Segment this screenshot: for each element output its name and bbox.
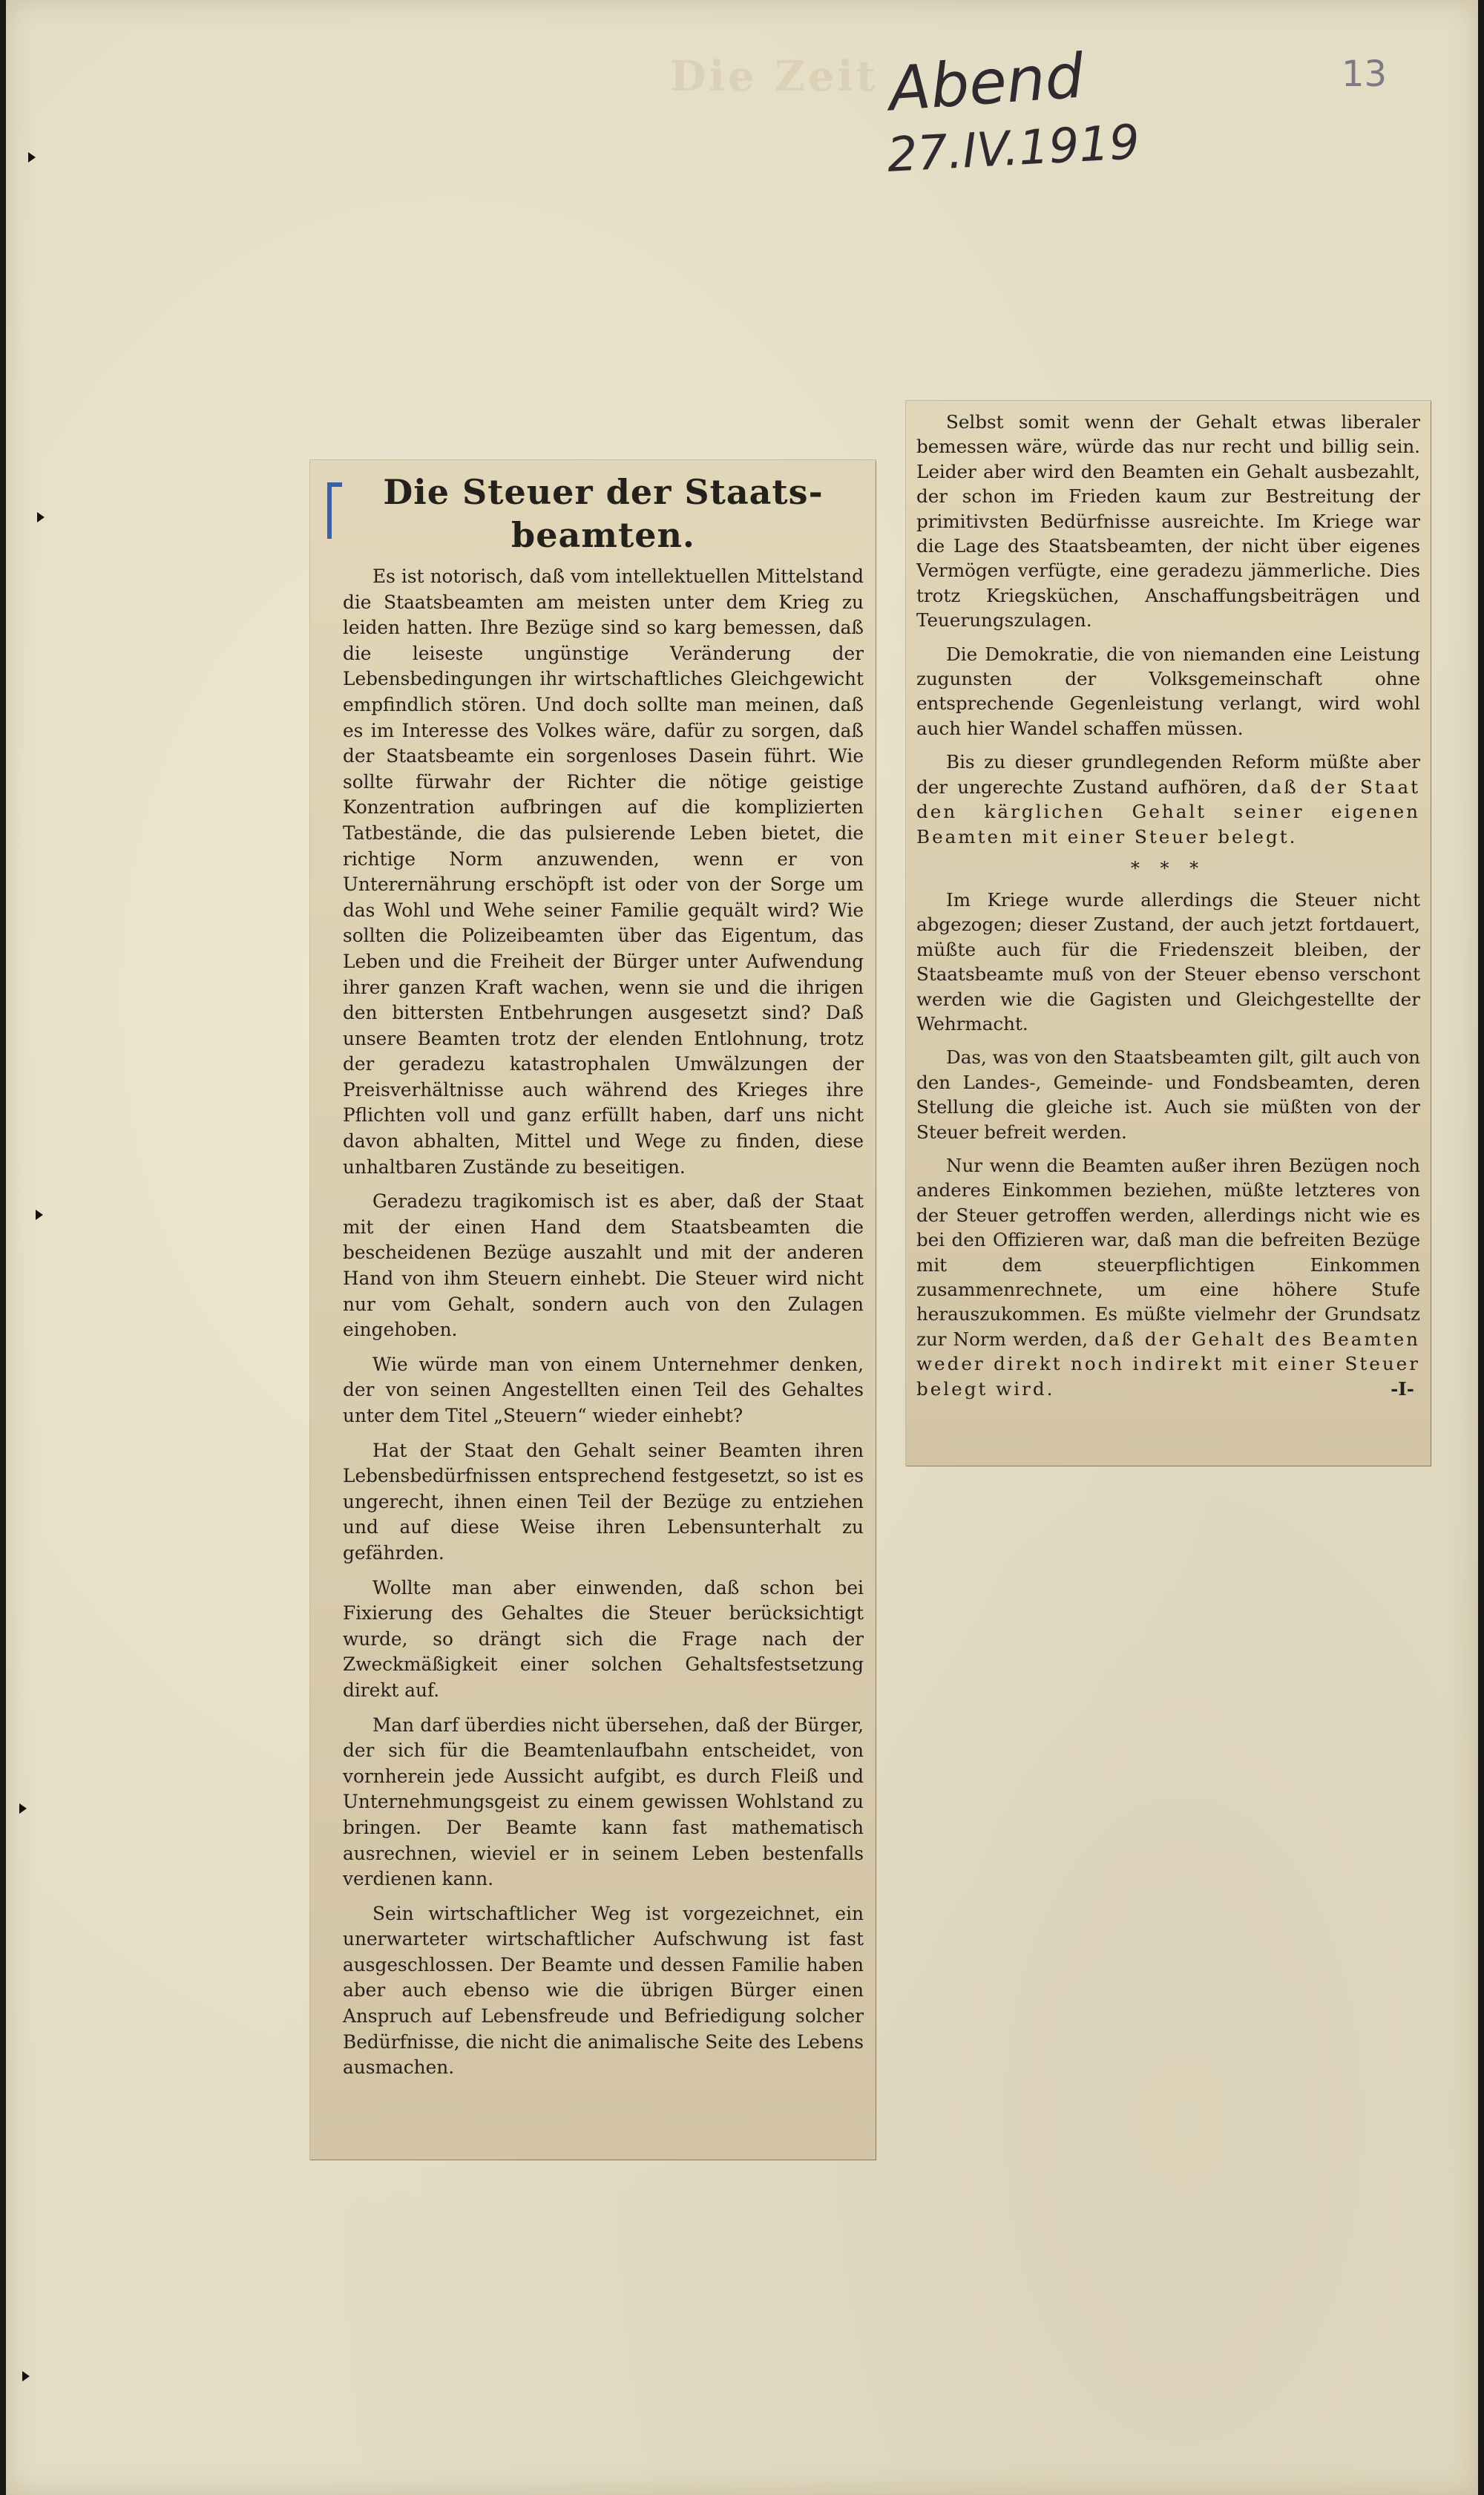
newspaper-clipping-right — [906, 401, 1431, 1466]
punch-hole — [37, 512, 45, 522]
article-paragraph: Sein wirtschaftlicher Weg ist vorgezeichnet, ein unerwarteter wirtschaftlicher Aufschwung ist fast ausgeschlossen. Der Beamte und dessen Familie haben aber auch ebenso wie die übrigen Bürger einen Anspruch auf Lebensfreude und Befriedigung solcher Bedürfnisse, die nicht die animalische Seite des Lebens ausmachen. — [343, 1902, 864, 2079]
article-paragraph: Die Demokratie, die von niemanden eine Leistung zugunsten der Volksgemeinschaft ohne entsprechende Gegenleistung verlangt, wird wohl auch hier Wandel schaffen müssen. — [916, 643, 1420, 739]
final-emphasis-text: daß der Gehalt des Beamten weder direkt noch indirekt mit einer Steuer belegt wird. — [916, 1328, 1420, 1400]
final-lead-text: Nur wenn die Beamten außer ihren Bezügen noch anderes Einkommen beziehen, müßte letzteres von der Steuer getroffen werden, allerdings nicht wie es bei den Offizieren war, daß man die befreiten Bezüge mit dem steuerpflichtigen Einkommen zusammenrechnete, um eine höhere Stufe herauszukommen. Es müßte vielmehr der Grundsatz zur Norm werden, — [916, 1154, 1420, 1350]
article-headline: Die Steuer der Staats-beamten. — [383, 472, 824, 555]
newspaper-clipping-left — [310, 460, 876, 2160]
article-paragraph: Geradezu tragikomisch ist es aber, daß der Staat mit der einen Hand dem Staatsbeamten die bescheidenen Bezüge auszahlt und mit der anderen Hand von ihm Steuern einhebt. Die Steuer wird nicht nur vom Gehalt, sondern auch von den Zulagen eingehoben. — [343, 1190, 864, 1341]
article-paragraph: Man darf überdies nicht übersehen, daß der Bürger, der sich für die Beamtenlaufbahn entscheidet, von vornherein jede Aussicht aufgibt, es durch Fleiß und Unternehmungsgeist zu einem gewissen Wohlstand zu bringen. Der Beamte kann fast mathematisch ausrechnen, wieviel er in seinem Leben bestenfalls verdienen kann. — [343, 1714, 864, 1890]
article-paragraph: Es ist notorisch, daß vom intellektuellen Mittelstand die Staatsbeamten am meisten unter dem Krieg zu leiden hatten. Ihre Bezüge sind so karg bemessen, daß die leiseste ungünstige Veränderung der Lebensbedingungen ihr wirtschaftliches Gleichgewicht empfindlich stören. Und doch sollte man meinen, daß es im Interesse des Volkes wäre, dafür zu sorgen, daß der Staatsbeamte ein sorgenloses Dasein führt. Wie sollte fürwahr der Richter die nötige geistige Konzentration aufbringen auf die komplizierten Tatbestände, die das pulsierende Leben bietet, die richtige Norm anzuwenden, wenn er von Unterernährung erschöpft ist oder von der Sorge um das Wohl und Wehe seiner Familie gequält wird? Wie sollten die Polizeibeamten über das Eigentum, das Leben und die Freiheit der Bürger unter Aufwendung ihrer ganzen Kraft wachen, wenn sie und die ihrigen den bittersten Entbehrungen ausgesetzt sind? Daß unsere Beamten trotz der elenden Entlohnung, trotz der geradezu katastrophalen Umwälzungen der Preisverhältnisse auch während des Krieges ihre Pflichten voll und ganz erfüllt haben, darf uns nicht davon abhalten, Mittel und Wege zu finden, diese unhaltbaren Zustände zu beseitigen. — [343, 565, 864, 1178]
article-paragraph: Im Kriege wurde allerdings die Steuer nicht abgezogen; dieser Zustand, der auch jetzt fortdauert, müßte auch für die Friedenszeit bleiben, der Staatsbeamte muß von der Steuer ebenso verschont werden wie die Gagisten und Gleichgestellte der Wehrmacht. — [916, 888, 1420, 1035]
article-paragraph: Das, was von den Staatsbeamten gilt, gilt auch von den Landes-, Gemeinde- und Fondsbeamten, deren Stellung die gleiche ist. Auch sie müßten von der Steuer befreit werden. — [916, 1046, 1420, 1143]
punch-hole — [36, 1210, 43, 1220]
handwritten-edition: Abend — [886, 41, 1086, 125]
masthead-ghost: Die Zeit — [670, 52, 879, 101]
author-signature: -I- — [1391, 1377, 1414, 1400]
punch-hole — [28, 152, 36, 163]
blue-pencil-bracket-mark — [327, 482, 342, 539]
article-paragraph: Selbst somit wenn der Gehalt etwas liberaler bemessen wäre, würde das nur recht und billig sein. Leider aber wird den Beamten ein Gehalt ausbezahlt, der schon im Frieden kaum zur Bestreitung der primitivsten Bedürfnisse ausreichte. Im Kriege war die Lage des Staatsbeamten, der nicht über eigenes Vermögen verfügte, eine geradezu jämmerliche. Dies trotz Kriegsküchen, Anschaffungsbeiträgen und Teuerungszulagen. — [916, 411, 1420, 632]
punch-hole — [22, 2371, 30, 2381]
article-paragraph: Wie würde man von einem Unternehmer denken, der von seinen Angestellten einen Teil des Gehaltes unter dem Titel „Steuern“ wieder einhebt? — [343, 1353, 864, 1426]
article-paragraph: Wollte man aber einwenden, daß schon bei Fixierung des Gehaltes die Steuer berücksichtigt wurde, so drängt sich die Frage nach der Zweckmäßigkeit einer solchen Gehaltsfestsetzung direkt auf. — [343, 1576, 864, 1701]
reform-lead-text: Bis zu dieser grundlegenden Reform müßte aber der ungerechte Zustand aufhören, — [916, 751, 1420, 798]
pencil-page-number: 13 — [1342, 53, 1388, 95]
article-paragraph-reform — [916, 750, 1420, 849]
archive-sheet — [6, 0, 1478, 2495]
handwritten-date: 27.IV.1919 — [885, 115, 1141, 183]
reform-emphasis-text: daß der Staat den kärglichen Gehalt seiner eigenen Beamten mit einer Steuer belegt. — [916, 776, 1420, 847]
article-paragraph: Hat der Staat den Gehalt seiner Beamten ihren Lebensbedürfnissen entsprechend festgesetzt, so ist es ungerecht, ihnen einen Teil der Bezüge zu entziehen und auf diese Weise ihren Lebensunterhalt zu gefährden. — [343, 1439, 864, 1564]
article-paragraph-final — [916, 1153, 1420, 1401]
punch-hole — [19, 1803, 27, 1814]
section-separator: * * * — [1130, 857, 1206, 879]
